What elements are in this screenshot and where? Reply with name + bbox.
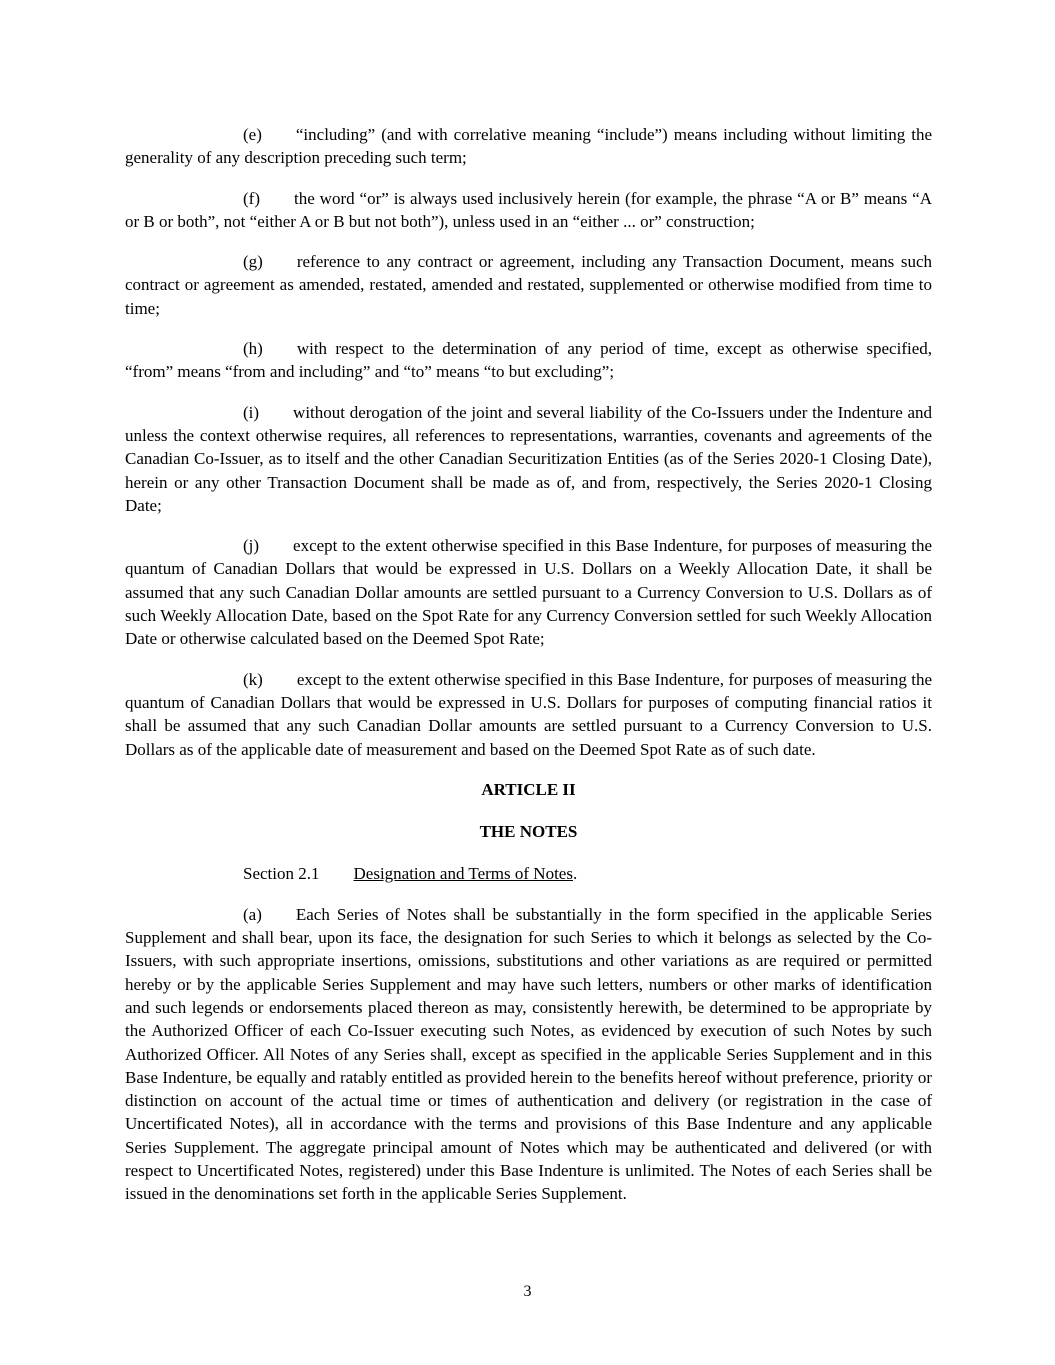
- clause-text: without derogation of the joint and several liability of the Co-Issuers under the Indenture and unless the context otherwise requires, all references to representations, warranties, covenants and agreements of the Canadian Co-Issuer, as to itself and the other Canadian Securitization Entities (as of the Series 2020-1 Closing Date), herein or any other Transaction Document shall be made as of, and from, respectively, the Series 2020-1 Closing Date;: [125, 402, 932, 515]
- clause-text: “including” (and with correlative meaning “include”) means including without limiting the generality of any description preceding such term;: [125, 125, 932, 168]
- clause-label: (k): [243, 669, 263, 689]
- clause-paragraph-k: [125, 668, 932, 761]
- clause-paragraph-i: [125, 401, 932, 517]
- section-title-period: .: [572, 864, 578, 884]
- clause-label: (i): [243, 402, 260, 422]
- clause-text: the word “or” is always used inclusively herein (for example, the phrase “A or B” means “A or B or both”, not “either A or B but not both”), unless used in an “either ... or” construction;: [125, 188, 932, 231]
- clause-paragraph-f: [125, 187, 932, 234]
- clause-paragraph-e: [125, 123, 932, 170]
- clause-text: except to the extent otherwise specified in this Base Indenture, for purposes of measuring the quantum of Canadian Dollars that would be expressed in U.S. Dollars for purposes of computing financial ratios it shall be assumed that any such Canadian Dollar amounts are settled pursuant to a Currency Conversion to U.S. Dollars as of the applicable date of measurement and based on the Deemed Spot Rate as of such date.: [125, 669, 932, 759]
- clause-label: (f): [243, 188, 260, 208]
- clause-text: Each Series of Notes shall be substantially in the form specified in the applicable Series Supplement and shall bear, upon its face, the designation for such Series to which it belongs as selected by the Co-Issuers, with such appropriate insertions, omissions, substitutions and other variations as are required or permitted hereby or by the applicable Series Supplement and may have such letters, numbers or other marks of identification and such legends or endorsements placed thereon as may, consistently herewith, be determined to be appropriate by the Authorized Officer of each Co-Issuer executing such Notes, as evidenced by execution of such Notes by such Authorized Officer. All Notes of any Series shall, except as specified in the applicable Series Supplement and in this Base Indenture, be equally and ratably entitled as provided herein to the benefits hereof without preference, priority or distinction on account of the actual time or times of authentication and delivery (or registration in the case of Uncertificated Notes), all in accordance with the terms and provisions of this Base Indenture and any applicable Series Supplement. The aggregate principal amount of Notes which may be authenticated and delivered (or with respect to Uncertificated Notes, registered) under this Base Indenture is unlimited. The Notes of each Series shall be issued in the denominations set forth in the applicable Series Supplement.: [125, 904, 932, 1204]
- article-title: THE NOTES: [479, 822, 578, 842]
- clause-label: (h): [243, 339, 263, 359]
- clause-label: (j): [243, 536, 260, 556]
- document-content: [125, 123, 932, 1223]
- section-number: Section 2.1: [243, 864, 320, 884]
- section-paragraph-a: [125, 903, 932, 1206]
- clause-text: except to the extent otherwise specified in this Base Indenture, for purposes of measuring the quantum of Canadian Dollars that would be expressed in U.S. Dollars on a Weekly Allocation Date, it shall be assumed that any such Canadian Dollar amounts are settled pursuant to a Currency Conversion to U.S. Dollars as of such Weekly Allocation Date, based on the Spot Rate for any Currency Conversion settled for such Weekly Allocation Date or otherwise calculated based on the Deemed Spot Rate;: [125, 536, 932, 649]
- section-title: Designation and Terms of Notes: [353, 864, 573, 884]
- clause-paragraph-g: [125, 250, 932, 320]
- clause-text: with respect to the determination of any period of time, except as otherwise specified, “from” means “from and including” and “to” means “to but excluding”;: [125, 339, 932, 382]
- page-number: 3: [523, 1283, 532, 1300]
- clause-text: reference to any contract or agreement, including any Transaction Document, means such contract or agreement as amended, restated, amended and restated, supplemented or otherwise modified from time to time;: [125, 252, 932, 318]
- article-heading: ARTICLE II: [481, 779, 576, 799]
- clause-label: (e): [243, 125, 262, 144]
- section-heading: [125, 862, 932, 885]
- clause-label: (g): [243, 252, 263, 272]
- clause-paragraph-h: [125, 337, 932, 384]
- clause-paragraph-j: [125, 534, 932, 650]
- clause-label: (a): [243, 904, 262, 924]
